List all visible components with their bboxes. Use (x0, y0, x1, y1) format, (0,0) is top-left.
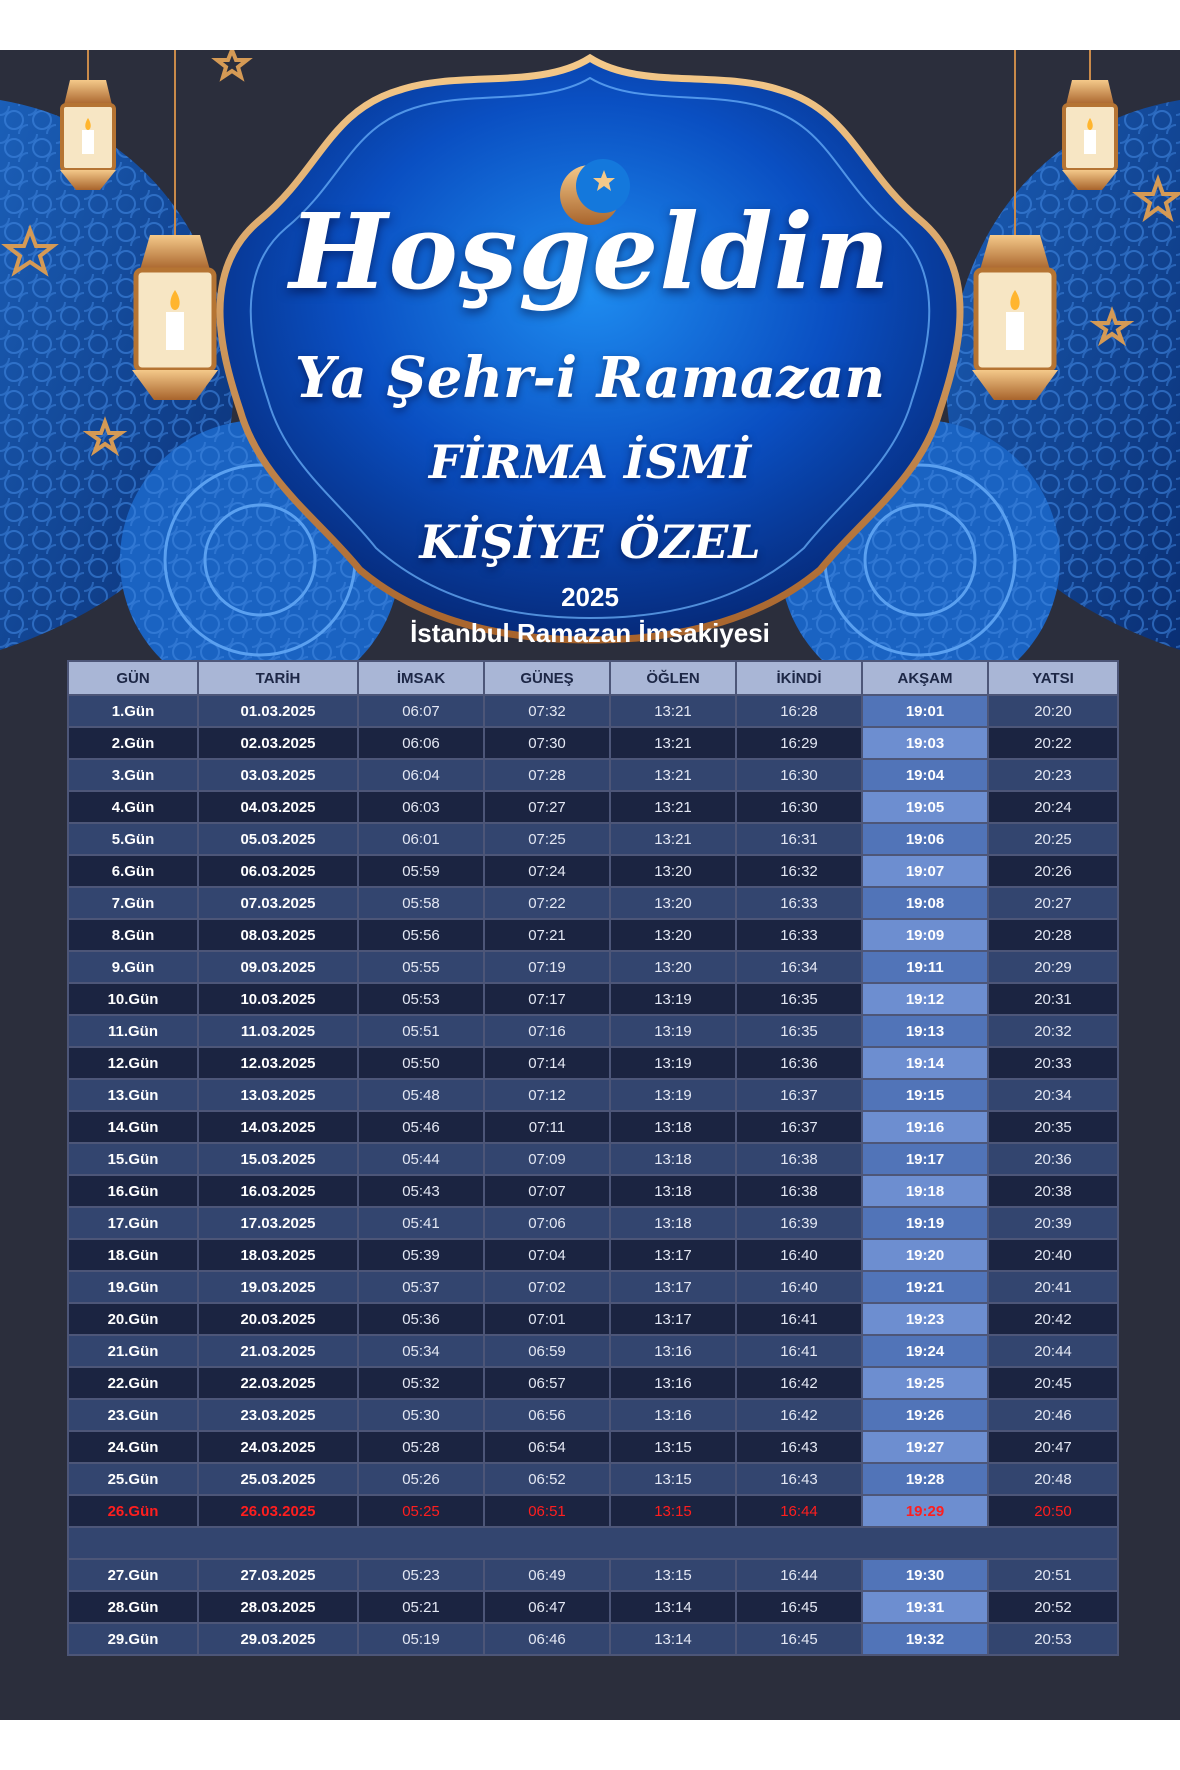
date-cell: 27.03.2025 (198, 1559, 358, 1591)
gunes-cell: 07:01 (484, 1303, 610, 1335)
ikindi-cell: 16:38 (736, 1175, 862, 1207)
day-cell: 6.Gün (68, 855, 198, 887)
gunes-cell: 07:30 (484, 727, 610, 759)
aksam-cell: 19:17 (862, 1143, 988, 1175)
table-row (68, 1367, 1118, 1399)
date-cell: 21.03.2025 (198, 1335, 358, 1367)
yatsi-cell: 20:50 (988, 1495, 1118, 1527)
table-body (68, 695, 1118, 1655)
yatsi-cell: 20:22 (988, 727, 1118, 759)
aksam-cell: 19:31 (862, 1591, 988, 1623)
gunes-cell: 06:57 (484, 1367, 610, 1399)
table-row (68, 919, 1118, 951)
day-cell: 2.Gün (68, 727, 198, 759)
aksam-cell: 19:20 (862, 1239, 988, 1271)
table-row (68, 1079, 1118, 1111)
date-cell: 18.03.2025 (198, 1239, 358, 1271)
aksam-cell: 19:01 (862, 695, 988, 727)
day-cell: 9.Gün (68, 951, 198, 983)
oglen-cell: 13:18 (610, 1111, 736, 1143)
yatsi-cell: 20:38 (988, 1175, 1118, 1207)
day-cell: 15.Gün (68, 1143, 198, 1175)
oglen-cell: 13:20 (610, 887, 736, 919)
table-row (68, 1623, 1118, 1655)
spacer-row (68, 1527, 1118, 1559)
imsak-cell: 05:56 (358, 919, 484, 951)
gunes-cell: 06:59 (484, 1335, 610, 1367)
oglen-cell: 13:18 (610, 1143, 736, 1175)
yatsi-cell: 20:48 (988, 1463, 1118, 1495)
day-cell: 4.Gün (68, 791, 198, 823)
day-cell: 24.Gün (68, 1431, 198, 1463)
ikindi-cell: 16:35 (736, 1015, 862, 1047)
aksam-cell: 19:14 (862, 1047, 988, 1079)
gunes-cell: 07:11 (484, 1111, 610, 1143)
timetable (67, 660, 1117, 1656)
yatsi-cell: 20:44 (988, 1335, 1118, 1367)
day-cell: 20.Gün (68, 1303, 198, 1335)
gunes-cell: 06:51 (484, 1495, 610, 1527)
aksam-cell: 19:09 (862, 919, 988, 951)
table-row (68, 1463, 1118, 1495)
gunes-cell: 07:02 (484, 1271, 610, 1303)
column-header: AKŞAM (862, 661, 988, 695)
imsak-cell: 05:39 (358, 1239, 484, 1271)
day-cell: 13.Gün (68, 1079, 198, 1111)
imsak-cell: 05:53 (358, 983, 484, 1015)
gunes-cell: 06:49 (484, 1559, 610, 1591)
imsak-cell: 05:36 (358, 1303, 484, 1335)
day-cell: 1.Gün (68, 695, 198, 727)
date-cell: 11.03.2025 (198, 1015, 358, 1047)
aksam-cell: 19:04 (862, 759, 988, 791)
highlighted-table-row (68, 1495, 1118, 1527)
oglen-cell: 13:16 (610, 1399, 736, 1431)
ikindi-cell: 16:40 (736, 1239, 862, 1271)
day-cell: 21.Gün (68, 1335, 198, 1367)
date-cell: 25.03.2025 (198, 1463, 358, 1495)
ikindi-cell: 16:42 (736, 1367, 862, 1399)
poster (0, 50, 1180, 1720)
ikindi-cell: 16:33 (736, 919, 862, 951)
gunes-cell: 07:22 (484, 887, 610, 919)
column-header: YATSI (988, 661, 1118, 695)
firm-name: FİRMA İSMİ (428, 435, 752, 489)
table-header-row (68, 661, 1118, 695)
table-row (68, 983, 1118, 1015)
ikindi-cell: 16:37 (736, 1111, 862, 1143)
yatsi-cell: 20:20 (988, 695, 1118, 727)
aksam-cell: 19:19 (862, 1207, 988, 1239)
imsak-cell: 05:19 (358, 1623, 484, 1655)
oglen-cell: 13:17 (610, 1239, 736, 1271)
table-row (68, 887, 1118, 919)
day-cell: 16.Gün (68, 1175, 198, 1207)
table-row (68, 791, 1118, 823)
ikindi-cell: 16:34 (736, 951, 862, 983)
imsak-cell: 05:30 (358, 1399, 484, 1431)
gunes-cell: 06:47 (484, 1591, 610, 1623)
spacer-cell (68, 1527, 1118, 1559)
day-cell: 28.Gün (68, 1591, 198, 1623)
ikindi-cell: 16:38 (736, 1143, 862, 1175)
ikindi-cell: 16:39 (736, 1207, 862, 1239)
imsak-cell: 05:23 (358, 1559, 484, 1591)
oglen-cell: 13:15 (610, 1559, 736, 1591)
day-cell: 27.Gün (68, 1559, 198, 1591)
date-cell: 15.03.2025 (198, 1143, 358, 1175)
aksam-cell: 19:06 (862, 823, 988, 855)
aksam-cell: 19:21 (862, 1271, 988, 1303)
lantern-icon (60, 50, 116, 190)
gunes-cell: 07:09 (484, 1143, 610, 1175)
ramadan-subtitle: Ya Şehr-i Ramazan (294, 345, 886, 411)
gunes-cell: 07:21 (484, 919, 610, 951)
aksam-cell: 19:25 (862, 1367, 988, 1399)
day-cell: 5.Gün (68, 823, 198, 855)
personal-label: KİŞİYE ÖZEL (419, 515, 761, 569)
yatsi-cell: 20:40 (988, 1239, 1118, 1271)
ikindi-cell: 16:41 (736, 1303, 862, 1335)
column-header: TARİH (198, 661, 358, 695)
gunes-cell: 07:04 (484, 1239, 610, 1271)
imsak-cell: 06:06 (358, 727, 484, 759)
date-cell: 03.03.2025 (198, 759, 358, 791)
imsak-cell: 06:01 (358, 823, 484, 855)
table-row (68, 1207, 1118, 1239)
day-cell: 11.Gün (68, 1015, 198, 1047)
oglen-cell: 13:21 (610, 791, 736, 823)
lantern-icon (1062, 50, 1118, 190)
table-row (68, 1303, 1118, 1335)
oglen-cell: 13:19 (610, 1047, 736, 1079)
gunes-cell: 07:16 (484, 1015, 610, 1047)
gunes-cell: 07:24 (484, 855, 610, 887)
imsak-cell: 06:07 (358, 695, 484, 727)
table-row (68, 1335, 1118, 1367)
imsak-cell: 05:55 (358, 951, 484, 983)
ikindi-cell: 16:45 (736, 1591, 862, 1623)
aksam-cell: 19:15 (862, 1079, 988, 1111)
yatsi-cell: 20:39 (988, 1207, 1118, 1239)
imsak-cell: 05:43 (358, 1175, 484, 1207)
column-header: İKİNDİ (736, 661, 862, 695)
yatsi-cell: 20:24 (988, 791, 1118, 823)
ikindi-cell: 16:30 (736, 791, 862, 823)
imsak-cell: 06:04 (358, 759, 484, 791)
oglen-cell: 13:18 (610, 1175, 736, 1207)
oglen-cell: 13:21 (610, 823, 736, 855)
date-cell: 02.03.2025 (198, 727, 358, 759)
aksam-cell: 19:24 (862, 1335, 988, 1367)
aksam-cell: 19:26 (862, 1399, 988, 1431)
date-cell: 23.03.2025 (198, 1399, 358, 1431)
date-cell: 08.03.2025 (198, 919, 358, 951)
aksam-cell: 19:30 (862, 1559, 988, 1591)
imsak-cell: 05:58 (358, 887, 484, 919)
yatsi-cell: 20:27 (988, 887, 1118, 919)
day-cell: 7.Gün (68, 887, 198, 919)
gunes-cell: 07:06 (484, 1207, 610, 1239)
oglen-cell: 13:17 (610, 1303, 736, 1335)
date-cell: 22.03.2025 (198, 1367, 358, 1399)
date-cell: 07.03.2025 (198, 887, 358, 919)
yatsi-cell: 20:51 (988, 1559, 1118, 1591)
aksam-cell: 19:27 (862, 1431, 988, 1463)
ikindi-cell: 16:43 (736, 1431, 862, 1463)
date-cell: 28.03.2025 (198, 1591, 358, 1623)
oglen-cell: 13:16 (610, 1335, 736, 1367)
gunes-cell: 07:28 (484, 759, 610, 791)
ikindi-cell: 16:32 (736, 855, 862, 887)
prayer-times-table (67, 660, 1119, 1656)
gunes-cell: 06:54 (484, 1431, 610, 1463)
ikindi-cell: 16:45 (736, 1623, 862, 1655)
imsak-cell: 05:59 (358, 855, 484, 887)
date-cell: 16.03.2025 (198, 1175, 358, 1207)
gunes-cell: 07:17 (484, 983, 610, 1015)
ikindi-cell: 16:35 (736, 983, 862, 1015)
gunes-cell: 06:56 (484, 1399, 610, 1431)
date-cell: 04.03.2025 (198, 791, 358, 823)
column-header: GÜNEŞ (484, 661, 610, 695)
date-cell: 29.03.2025 (198, 1623, 358, 1655)
oglen-cell: 13:20 (610, 855, 736, 887)
oglen-cell: 13:21 (610, 759, 736, 791)
oglen-cell: 13:15 (610, 1463, 736, 1495)
table-row (68, 1015, 1118, 1047)
aksam-cell: 19:05 (862, 791, 988, 823)
day-cell: 12.Gün (68, 1047, 198, 1079)
imsak-cell: 05:21 (358, 1591, 484, 1623)
imsak-cell: 05:26 (358, 1463, 484, 1495)
yatsi-cell: 20:46 (988, 1399, 1118, 1431)
ikindi-cell: 16:33 (736, 887, 862, 919)
ikindi-cell: 16:29 (736, 727, 862, 759)
aksam-cell: 19:03 (862, 727, 988, 759)
ikindi-cell: 16:37 (736, 1079, 862, 1111)
yatsi-cell: 20:36 (988, 1143, 1118, 1175)
table-row (68, 1047, 1118, 1079)
table-row (68, 1591, 1118, 1623)
oglen-cell: 13:21 (610, 727, 736, 759)
day-cell: 26.Gün (68, 1495, 198, 1527)
imsakiye-title: İstanbul Ramazan İmsakiyesi (410, 618, 770, 648)
yatsi-cell: 20:25 (988, 823, 1118, 855)
yatsi-cell: 20:47 (988, 1431, 1118, 1463)
yatsi-cell: 20:53 (988, 1623, 1118, 1655)
yatsi-cell: 20:29 (988, 951, 1118, 983)
aksam-cell: 19:07 (862, 855, 988, 887)
oglen-cell: 13:15 (610, 1431, 736, 1463)
ikindi-cell: 16:40 (736, 1271, 862, 1303)
date-cell: 20.03.2025 (198, 1303, 358, 1335)
ikindi-cell: 16:41 (736, 1335, 862, 1367)
imsak-cell: 05:44 (358, 1143, 484, 1175)
gunes-cell: 06:46 (484, 1623, 610, 1655)
oglen-cell: 13:18 (610, 1207, 736, 1239)
date-cell: 19.03.2025 (198, 1271, 358, 1303)
aksam-cell: 19:28 (862, 1463, 988, 1495)
day-cell: 19.Gün (68, 1271, 198, 1303)
aksam-cell: 19:13 (862, 1015, 988, 1047)
imsak-cell: 05:48 (358, 1079, 484, 1111)
imsak-cell: 05:34 (358, 1335, 484, 1367)
oglen-cell: 13:21 (610, 695, 736, 727)
ikindi-cell: 16:31 (736, 823, 862, 855)
table-row (68, 695, 1118, 727)
imsak-cell: 05:37 (358, 1271, 484, 1303)
ikindi-cell: 16:42 (736, 1399, 862, 1431)
date-cell: 05.03.2025 (198, 823, 358, 855)
table-row (68, 1271, 1118, 1303)
welcome-title: Hoşgeldin (289, 190, 891, 313)
yatsi-cell: 20:33 (988, 1047, 1118, 1079)
yatsi-cell: 20:23 (988, 759, 1118, 791)
day-cell: 18.Gün (68, 1239, 198, 1271)
aksam-cell: 19:29 (862, 1495, 988, 1527)
oglen-cell: 13:14 (610, 1623, 736, 1655)
date-cell: 01.03.2025 (198, 695, 358, 727)
gunes-cell: 07:07 (484, 1175, 610, 1207)
year-label: 2025 (561, 582, 619, 612)
yatsi-cell: 20:32 (988, 1015, 1118, 1047)
gunes-cell: 07:25 (484, 823, 610, 855)
gunes-cell: 07:14 (484, 1047, 610, 1079)
oglen-cell: 13:19 (610, 983, 736, 1015)
imsak-cell: 05:51 (358, 1015, 484, 1047)
imsak-cell: 05:25 (358, 1495, 484, 1527)
day-cell: 14.Gün (68, 1111, 198, 1143)
ikindi-cell: 16:44 (736, 1495, 862, 1527)
oglen-cell: 13:20 (610, 919, 736, 951)
yatsi-cell: 20:41 (988, 1271, 1118, 1303)
table-row (68, 855, 1118, 887)
oglen-cell: 13:15 (610, 1495, 736, 1527)
yatsi-cell: 20:45 (988, 1367, 1118, 1399)
yatsi-cell: 20:35 (988, 1111, 1118, 1143)
date-cell: 10.03.2025 (198, 983, 358, 1015)
table-row (68, 1143, 1118, 1175)
aksam-cell: 19:23 (862, 1303, 988, 1335)
day-cell: 8.Gün (68, 919, 198, 951)
aksam-cell: 19:32 (862, 1623, 988, 1655)
table-row (68, 759, 1118, 791)
ikindi-cell: 16:44 (736, 1559, 862, 1591)
table-row (68, 1431, 1118, 1463)
aksam-cell: 19:16 (862, 1111, 988, 1143)
yatsi-cell: 20:52 (988, 1591, 1118, 1623)
table-row (68, 951, 1118, 983)
day-cell: 17.Gün (68, 1207, 198, 1239)
day-cell: 10.Gün (68, 983, 198, 1015)
day-cell: 3.Gün (68, 759, 198, 791)
oglen-cell: 13:20 (610, 951, 736, 983)
day-cell: 23.Gün (68, 1399, 198, 1431)
table-row (68, 1175, 1118, 1207)
date-cell: 06.03.2025 (198, 855, 358, 887)
date-cell: 12.03.2025 (198, 1047, 358, 1079)
ikindi-cell: 16:43 (736, 1463, 862, 1495)
table-row (68, 1111, 1118, 1143)
date-cell: 24.03.2025 (198, 1431, 358, 1463)
day-cell: 25.Gün (68, 1463, 198, 1495)
column-header: GÜN (68, 661, 198, 695)
gunes-cell: 07:19 (484, 951, 610, 983)
table-row (68, 727, 1118, 759)
oglen-cell: 13:17 (610, 1271, 736, 1303)
gunes-cell: 07:12 (484, 1079, 610, 1111)
imsak-cell: 05:50 (358, 1047, 484, 1079)
table-row (68, 1239, 1118, 1271)
day-cell: 29.Gün (68, 1623, 198, 1655)
table-row (68, 1559, 1118, 1591)
gunes-cell: 07:27 (484, 791, 610, 823)
column-header: İMSAK (358, 661, 484, 695)
column-header: ÖĞLEN (610, 661, 736, 695)
yatsi-cell: 20:26 (988, 855, 1118, 887)
table-row (68, 823, 1118, 855)
imsak-cell: 05:28 (358, 1431, 484, 1463)
oglen-cell: 13:19 (610, 1079, 736, 1111)
aksam-cell: 19:18 (862, 1175, 988, 1207)
gunes-cell: 06:52 (484, 1463, 610, 1495)
oglen-cell: 13:14 (610, 1591, 736, 1623)
gunes-cell: 07:32 (484, 695, 610, 727)
yatsi-cell: 20:28 (988, 919, 1118, 951)
date-cell: 09.03.2025 (198, 951, 358, 983)
table-row (68, 1399, 1118, 1431)
aksam-cell: 19:08 (862, 887, 988, 919)
yatsi-cell: 20:34 (988, 1079, 1118, 1111)
date-cell: 17.03.2025 (198, 1207, 358, 1239)
imsak-cell: 05:32 (358, 1367, 484, 1399)
aksam-cell: 19:12 (862, 983, 988, 1015)
imsak-cell: 05:46 (358, 1111, 484, 1143)
imsak-cell: 05:41 (358, 1207, 484, 1239)
aksam-cell: 19:11 (862, 951, 988, 983)
ikindi-cell: 16:28 (736, 695, 862, 727)
ikindi-cell: 16:36 (736, 1047, 862, 1079)
ikindi-cell: 16:30 (736, 759, 862, 791)
date-cell: 26.03.2025 (198, 1495, 358, 1527)
date-cell: 14.03.2025 (198, 1111, 358, 1143)
yatsi-cell: 20:42 (988, 1303, 1118, 1335)
day-cell: 22.Gün (68, 1367, 198, 1399)
oglen-cell: 13:16 (610, 1367, 736, 1399)
imsak-cell: 06:03 (358, 791, 484, 823)
yatsi-cell: 20:31 (988, 983, 1118, 1015)
oglen-cell: 13:19 (610, 1015, 736, 1047)
date-cell: 13.03.2025 (198, 1079, 358, 1111)
